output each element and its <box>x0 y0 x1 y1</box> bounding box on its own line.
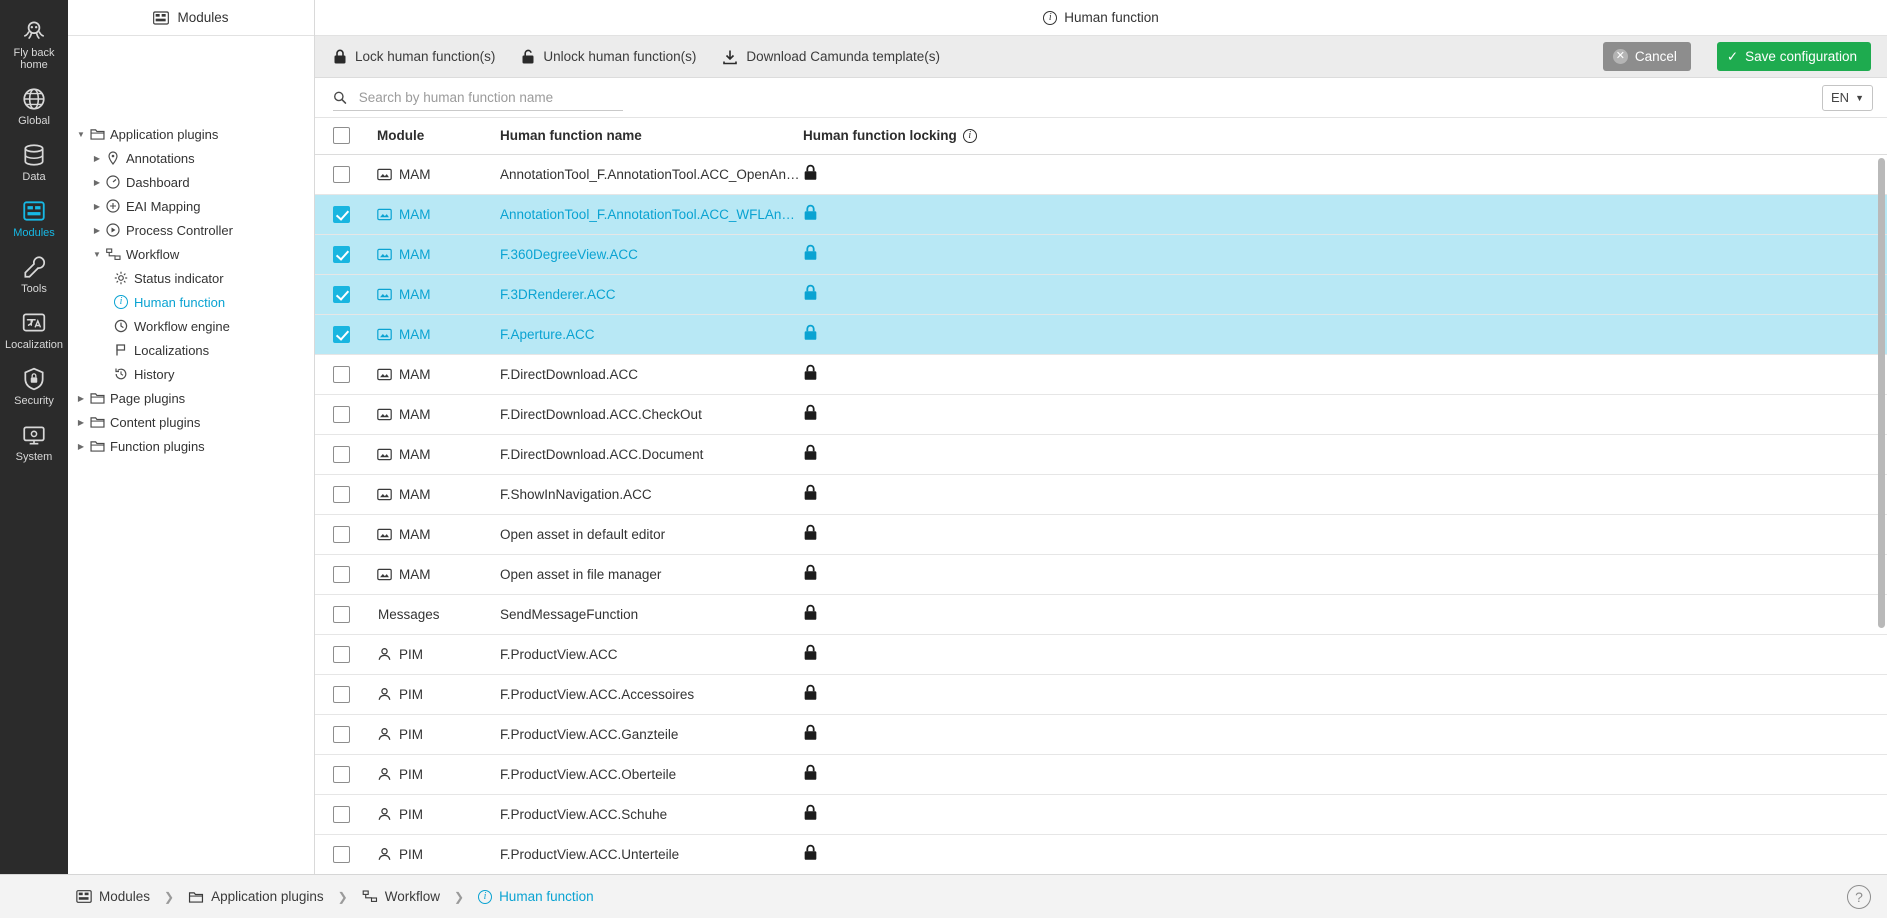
help-button[interactable]: ? <box>1847 885 1871 909</box>
mam-icon <box>377 208 392 221</box>
annotation-icon <box>104 151 122 165</box>
row-name-cell: F.ProductView.ACC.Oberteile <box>500 754 803 794</box>
row-lock-cell[interactable] <box>803 514 1887 554</box>
tree-node-function-plugins[interactable] <box>68 434 314 458</box>
info-icon: i <box>112 295 130 309</box>
table-body <box>315 154 1887 874</box>
rail-label: Fly back home <box>13 47 55 71</box>
row-name-cell: F.360DegreeView.ACC <box>500 234 803 274</box>
page-title: Human function <box>1064 10 1159 25</box>
search-input[interactable] <box>357 89 623 106</box>
row-module-label: PIM <box>399 806 424 822</box>
folder-icon <box>88 128 106 140</box>
rail-label: Global <box>18 115 50 127</box>
row-checkbox[interactable] <box>333 366 350 383</box>
tree-node-label: Dashboard <box>126 174 190 190</box>
tree-panel-header <box>68 0 314 36</box>
lock-label: Lock human function(s) <box>355 49 496 64</box>
database-icon <box>21 142 47 168</box>
row-module-cell <box>377 594 500 634</box>
check-icon: ✓ <box>1726 48 1739 64</box>
human-function-table <box>315 118 1887 874</box>
breadcrumb-label: Workflow <box>384 889 440 904</box>
row-module-cell <box>377 194 500 234</box>
modules-icon <box>153 11 169 25</box>
table-row[interactable] <box>315 194 1887 234</box>
mam-icon <box>377 568 392 581</box>
pim-icon <box>377 847 392 861</box>
row-module-cell <box>377 434 500 474</box>
table-row[interactable] <box>315 394 1887 434</box>
row-module-label: MAM <box>399 286 431 302</box>
table-row[interactable] <box>315 154 1887 194</box>
mam-icon <box>377 328 392 341</box>
row-module-label: MAM <box>399 246 431 262</box>
row-checkbox[interactable] <box>333 526 350 543</box>
row-select-cell <box>315 554 377 594</box>
lock-human-functions-button[interactable] <box>333 49 495 65</box>
chevron-right-icon[interactable]: ▶ <box>93 201 101 211</box>
table-row[interactable] <box>315 594 1887 634</box>
row-module-cell <box>377 514 500 554</box>
mam-icon <box>377 408 392 421</box>
mam-icon <box>377 368 392 381</box>
tree-node-label: Process Controller <box>126 222 233 238</box>
tree-body <box>68 36 314 874</box>
lock-icon[interactable] <box>803 324 818 344</box>
tree-panel <box>68 0 315 874</box>
history-icon <box>112 367 130 381</box>
row-module-cell <box>377 154 500 194</box>
tree-node-history[interactable] <box>68 362 314 386</box>
chevron-down-icon[interactable]: ▼ <box>77 129 85 139</box>
row-module-label: MAM <box>399 566 431 582</box>
tree-node-dashboard[interactable] <box>68 170 314 194</box>
info-icon: i <box>478 890 492 904</box>
lock-icon[interactable] <box>803 284 818 304</box>
row-module-label: PIM <box>399 846 424 862</box>
row-module-label: PIM <box>399 766 424 782</box>
row-checkbox[interactable] <box>333 766 350 783</box>
row-checkbox[interactable] <box>333 566 350 583</box>
pim-icon <box>377 767 392 781</box>
download-icon <box>722 49 738 65</box>
lock-icon[interactable] <box>803 204 818 224</box>
shield-icon <box>21 366 47 392</box>
row-select-cell <box>315 834 377 874</box>
tree-node-page-plugins[interactable] <box>68 386 314 410</box>
row-select-cell <box>315 314 377 354</box>
cancel-button[interactable] <box>1603 42 1691 71</box>
tree-node-label: Localizations <box>134 342 210 358</box>
row-select-cell <box>315 154 377 194</box>
tree-node-label: Human function <box>134 294 226 310</box>
localization-icon <box>21 310 47 336</box>
breadcrumb-label: Human function <box>499 889 594 904</box>
row-lock-cell[interactable] <box>803 434 1887 474</box>
row-select-cell <box>315 474 377 514</box>
pim-icon <box>377 727 392 741</box>
rail-item-data[interactable] <box>0 134 68 190</box>
rail-label: Data <box>22 171 46 183</box>
row-module-cell <box>377 314 500 354</box>
mam-icon <box>377 488 392 501</box>
row-checkbox[interactable] <box>333 806 350 823</box>
mam-icon <box>377 248 392 261</box>
row-module-cell <box>377 234 500 274</box>
mam-icon <box>377 448 392 461</box>
row-select-cell <box>315 434 377 474</box>
row-checkbox[interactable] <box>333 606 350 623</box>
lock-icon[interactable] <box>803 604 818 624</box>
system-icon <box>21 422 47 448</box>
table-row[interactable] <box>315 354 1887 394</box>
row-module-cell <box>377 794 500 834</box>
table-row[interactable] <box>315 674 1887 714</box>
row-module-label: MAM <box>399 206 431 222</box>
select-all-checkbox[interactable] <box>333 127 350 144</box>
wrench-icon <box>21 254 47 280</box>
chevron-right-icon[interactable]: ▶ <box>77 417 85 427</box>
rail-label: Security <box>14 395 54 407</box>
dashboard-icon <box>104 175 122 189</box>
chevron-right-icon: ❯ <box>164 889 175 904</box>
lock-icon[interactable] <box>803 404 818 424</box>
process-icon <box>104 223 122 237</box>
row-module-cell <box>377 274 500 314</box>
row-name-cell: AnnotationTool_F.AnnotationTool.ACC_WFLAn… <box>500 194 803 234</box>
row-module-label: MAM <box>399 446 431 462</box>
row-module-label: MAM <box>399 406 431 422</box>
rail-item-modules[interactable] <box>0 190 68 246</box>
tree-node-annotations[interactable] <box>68 146 314 170</box>
rail-label: Modules <box>13 227 55 239</box>
language-value: EN <box>1831 90 1850 105</box>
modules-icon <box>76 890 92 903</box>
row-module-cell <box>377 714 500 754</box>
row-lock-cell[interactable] <box>803 794 1887 834</box>
breadcrumb-label: Application plugins <box>211 889 324 904</box>
table-row[interactable] <box>315 314 1887 354</box>
modules-icon <box>21 198 47 224</box>
chevron-right-icon: ❯ <box>337 889 348 904</box>
content-header <box>315 0 1887 36</box>
row-name-cell: SendMessageFunction <box>500 594 803 634</box>
row-name-cell: AnnotationTool_F.AnnotationTool.ACC_OpenAn… <box>500 154 803 194</box>
row-module-label: MAM <box>399 166 431 182</box>
row-name-cell: Open asset in default editor <box>500 514 803 554</box>
row-module-cell <box>377 554 500 594</box>
table-head <box>315 118 1887 154</box>
row-module-label: Messages <box>378 606 440 622</box>
row-lock-cell[interactable] <box>803 314 1887 354</box>
row-lock-cell[interactable] <box>803 474 1887 514</box>
row-name-cell: F.DirectDownload.ACC.CheckOut <box>500 394 803 434</box>
table-row[interactable] <box>315 794 1887 834</box>
row-lock-cell[interactable] <box>803 354 1887 394</box>
tree-node-human-function[interactable] <box>68 290 314 314</box>
chevron-right-icon[interactable]: ▶ <box>77 393 85 403</box>
row-name-cell: Open asset in file manager <box>500 554 803 594</box>
rail-label: Localization <box>4 339 64 351</box>
tree-node-label: Annotations <box>126 150 195 166</box>
content-panel <box>315 0 1887 874</box>
column-header-locking-label: Human function locking <box>803 128 957 144</box>
chevron-right-icon[interactable]: ▶ <box>93 153 101 163</box>
row-select-cell <box>315 714 377 754</box>
row-name-cell: F.3DRenderer.ACC <box>500 274 803 314</box>
lock-icon[interactable] <box>803 444 818 464</box>
navigation-rail <box>0 0 68 874</box>
row-select-cell <box>315 394 377 434</box>
row-module-cell <box>377 834 500 874</box>
row-select-cell <box>315 794 377 834</box>
download-label: Download Camunda template(s) <box>746 49 941 64</box>
tree-node-status-indicator[interactable] <box>68 266 314 290</box>
row-name-cell: F.DirectDownload.ACC <box>500 354 803 394</box>
row-lock-cell[interactable] <box>803 554 1887 594</box>
save-label: Save configuration <box>1745 49 1857 64</box>
folder-icon <box>88 440 106 452</box>
search-field-wrapper[interactable] <box>333 85 623 111</box>
row-checkbox[interactable] <box>333 206 350 223</box>
row-checkbox[interactable] <box>333 686 350 703</box>
row-module-label: MAM <box>399 366 431 382</box>
pim-icon <box>377 807 392 821</box>
breadcrumb-bar <box>0 874 1887 918</box>
row-lock-cell[interactable] <box>803 714 1887 754</box>
clock-icon <box>112 319 130 333</box>
row-checkbox[interactable] <box>333 646 350 663</box>
chevron-right-icon: ❯ <box>454 889 465 904</box>
row-select-cell <box>315 354 377 394</box>
lock-icon[interactable] <box>803 524 818 544</box>
lock-icon[interactable] <box>803 484 818 504</box>
tree-node-label: Page plugins <box>110 390 186 406</box>
table-row[interactable] <box>315 474 1887 514</box>
table-row[interactable] <box>315 754 1887 794</box>
table-row[interactable] <box>315 274 1887 314</box>
row-lock-cell[interactable] <box>803 834 1887 874</box>
search-icon <box>333 90 347 105</box>
rail-item-system[interactable] <box>0 414 68 470</box>
row-name-cell: F.ProductView.ACC.Schuhe <box>500 794 803 834</box>
row-lock-cell[interactable] <box>803 234 1887 274</box>
workflow-icon <box>362 890 378 903</box>
row-module-label: MAM <box>399 486 431 502</box>
tree-node-label: Content plugins <box>110 414 201 430</box>
row-checkbox[interactable] <box>333 246 350 263</box>
column-header-module[interactable]: Module <box>377 118 500 154</box>
row-module-cell <box>377 474 500 514</box>
tree-panel-title: Modules <box>177 10 229 25</box>
lock-icon <box>333 49 347 65</box>
flag-icon <box>112 343 130 357</box>
row-checkbox[interactable] <box>333 166 350 183</box>
lock-icon[interactable] <box>803 644 818 664</box>
row-select-cell <box>315 754 377 794</box>
mam-icon <box>377 528 392 541</box>
folder-icon <box>188 891 204 903</box>
close-icon: ✕ <box>1613 49 1628 64</box>
tree-node-eai-mapping[interactable] <box>68 194 314 218</box>
breadcrumb-item-human-function[interactable] <box>478 889 594 904</box>
breadcrumb-label: Modules <box>99 889 151 904</box>
table-row[interactable] <box>315 434 1887 474</box>
row-module-label: MAM <box>399 526 431 542</box>
tree-node-label: Workflow <box>126 246 180 262</box>
unlock-label: Unlock human function(s) <box>543 49 697 64</box>
row-name-cell: F.ProductView.ACC.Unterteile <box>500 834 803 874</box>
toolbar <box>315 36 1887 78</box>
search-bar <box>315 78 1887 118</box>
breadcrumb-item-modules[interactable] <box>76 889 150 904</box>
row-module-label: PIM <box>399 646 424 662</box>
column-header-human-function-locking[interactable] <box>803 118 1887 154</box>
table-row[interactable] <box>315 514 1887 554</box>
row-module-label: MAM <box>399 326 431 342</box>
row-select-cell <box>315 634 377 674</box>
row-select-cell <box>315 234 377 274</box>
row-module-cell <box>377 634 500 674</box>
row-select-cell <box>315 274 377 314</box>
lock-icon[interactable] <box>803 164 818 184</box>
row-checkbox[interactable] <box>333 286 350 303</box>
row-checkbox[interactable] <box>333 446 350 463</box>
row-lock-cell[interactable] <box>803 594 1887 634</box>
chevron-right-icon[interactable]: ▶ <box>93 225 101 235</box>
row-lock-cell[interactable] <box>803 674 1887 714</box>
table-header-row <box>315 118 1887 154</box>
row-checkbox[interactable] <box>333 326 350 343</box>
table-area <box>315 118 1887 874</box>
rail-item-fly-back-home[interactable] <box>0 10 68 78</box>
rail-label: Tools <box>21 283 47 295</box>
tree-node-workflow[interactable] <box>68 242 314 266</box>
tree-node-label: Status indicator <box>134 270 224 286</box>
row-module-label: PIM <box>399 686 424 702</box>
row-module-label: PIM <box>399 726 424 742</box>
table-row[interactable] <box>315 834 1887 874</box>
table-row[interactable] <box>315 554 1887 594</box>
column-header-human-function-name[interactable]: Human function name <box>500 118 803 154</box>
save-configuration-button[interactable] <box>1717 42 1871 71</box>
select-all-header <box>315 118 377 154</box>
row-module-cell <box>377 674 500 714</box>
unlock-icon <box>521 49 535 65</box>
rail-item-localization[interactable] <box>0 302 68 358</box>
row-select-cell <box>315 674 377 714</box>
workflow-icon <box>104 248 122 261</box>
tree-node-content-plugins[interactable] <box>68 410 314 434</box>
tree-node-workflow-engine[interactable] <box>68 314 314 338</box>
tree-node-application-plugins[interactable] <box>68 122 314 146</box>
row-checkbox[interactable] <box>333 486 350 503</box>
pim-icon <box>377 687 392 701</box>
mam-icon <box>377 168 392 181</box>
row-name-cell: F.ShowInNavigation.ACC <box>500 474 803 514</box>
table-row[interactable] <box>315 234 1887 274</box>
mam-icon <box>377 288 392 301</box>
table-row[interactable] <box>315 634 1887 674</box>
rail-label: System <box>15 451 53 463</box>
vertical-scrollbar[interactable] <box>1878 158 1885 628</box>
row-checkbox[interactable] <box>333 726 350 743</box>
mapping-icon <box>104 199 122 213</box>
lock-icon[interactable] <box>803 804 818 824</box>
lock-icon[interactable] <box>803 764 818 784</box>
tree-node-process-controller[interactable] <box>68 218 314 242</box>
folder-icon <box>88 416 106 428</box>
tree-node-label: History <box>134 366 175 382</box>
row-name-cell: F.Aperture.ACC <box>500 314 803 354</box>
row-lock-cell[interactable] <box>803 154 1887 194</box>
table-row[interactable] <box>315 714 1887 754</box>
row-select-cell <box>315 514 377 554</box>
info-icon[interactable]: i <box>963 129 977 143</box>
chevron-right-icon[interactable]: ▶ <box>93 177 101 187</box>
chevron-down-icon: ▼ <box>1855 92 1864 103</box>
tree-node-label: EAI Mapping <box>126 198 201 214</box>
cancel-label: Cancel <box>1634 49 1677 64</box>
chevron-right-icon[interactable]: ▶ <box>77 441 85 451</box>
tree-node-label: Workflow engine <box>134 318 230 334</box>
rail-item-global[interactable] <box>0 78 68 134</box>
row-checkbox[interactable] <box>333 846 350 863</box>
download-camunda-template-button[interactable] <box>722 49 940 65</box>
row-name-cell: F.ProductView.ACC <box>500 634 803 674</box>
row-lock-cell[interactable] <box>803 394 1887 434</box>
lock-icon[interactable] <box>803 684 818 704</box>
lock-icon[interactable] <box>803 844 818 864</box>
lock-icon[interactable] <box>803 364 818 384</box>
row-select-cell <box>315 594 377 634</box>
row-name-cell: F.ProductView.ACC.Ganzteile <box>500 714 803 754</box>
row-select-cell <box>315 194 377 234</box>
chevron-down-icon[interactable]: ▼ <box>93 249 101 259</box>
globe-icon <box>21 86 47 112</box>
home-octopus-icon <box>21 18 47 44</box>
tree-node-label: Function plugins <box>110 438 205 454</box>
breadcrumb-item-workflow[interactable] <box>362 889 440 904</box>
lock-icon[interactable] <box>803 244 818 264</box>
pim-icon <box>377 647 392 661</box>
row-lock-cell[interactable] <box>803 634 1887 674</box>
row-module-cell <box>377 394 500 434</box>
tree-node-localizations[interactable] <box>68 338 314 362</box>
row-module-cell <box>377 354 500 394</box>
rail-item-security[interactable] <box>0 358 68 414</box>
unlock-human-functions-button[interactable] <box>521 49 696 65</box>
rail-item-tools[interactable] <box>0 246 68 302</box>
gear-icon <box>112 271 130 285</box>
row-name-cell: F.DirectDownload.ACC.Document <box>500 434 803 474</box>
row-lock-cell[interactable] <box>803 274 1887 314</box>
row-lock-cell[interactable] <box>803 754 1887 794</box>
breadcrumb-item-application-plugins[interactable] <box>188 889 324 904</box>
row-checkbox[interactable] <box>333 406 350 423</box>
lock-icon[interactable] <box>803 564 818 584</box>
language-select[interactable] <box>1822 85 1873 111</box>
tree-node-label: Application plugins <box>110 126 219 142</box>
info-icon: i <box>1043 11 1057 25</box>
folder-icon <box>88 392 106 404</box>
row-module-cell <box>377 754 500 794</box>
lock-icon[interactable] <box>803 724 818 744</box>
row-lock-cell[interactable] <box>803 194 1887 234</box>
row-name-cell: F.ProductView.ACC.Accessoires <box>500 674 803 714</box>
